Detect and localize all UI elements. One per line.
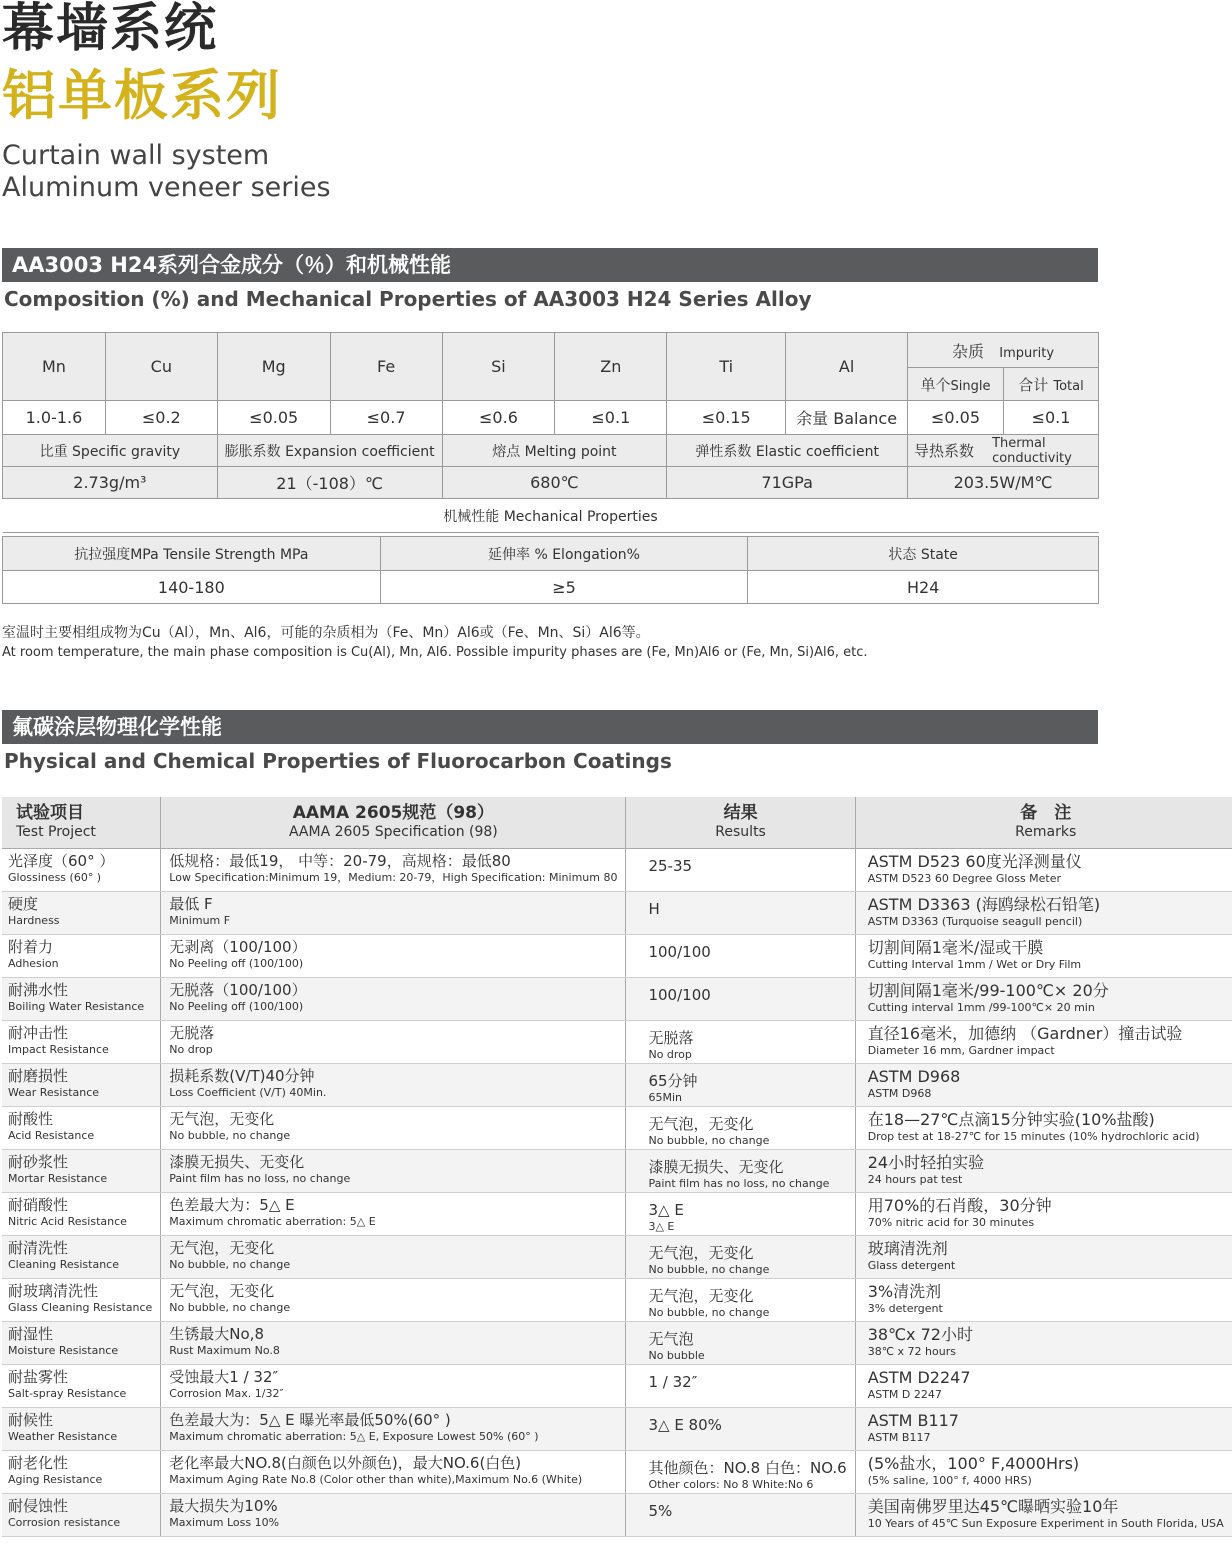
- result-value: [626, 1149, 855, 1192]
- title-english-curtain-wall: Curtain wall system: [2, 140, 270, 171]
- element-header: Zn: [555, 333, 667, 401]
- test-item-cn: 附着力: [8, 937, 54, 956]
- remark-value-cn: ASTM D2247: [867, 1367, 971, 1387]
- test-item-en: Glossiness (60° ): [8, 870, 102, 884]
- coating-header-row: [2, 797, 1232, 848]
- spec-value: [161, 1020, 626, 1063]
- table-row: [2, 1020, 1232, 1063]
- test-item-en: Hardness: [8, 913, 60, 927]
- composition-value: ≤0.2: [105, 401, 217, 435]
- spec-value: [161, 1450, 626, 1493]
- test-item-en: Aging Resistance: [8, 1472, 103, 1486]
- spec-value-cn: 生锈最大No,8: [169, 1324, 264, 1343]
- tensile-strength-label: 抗拉强度MPa Tensile Strength MPa: [3, 537, 381, 571]
- remark-value-en: ASTM D 2247: [867, 1387, 942, 1401]
- spec-value: [161, 1407, 626, 1450]
- expansion-value: 21（-108）℃: [217, 467, 442, 499]
- result-value-cn: 无气泡，无变化: [648, 1243, 754, 1262]
- result-value: [626, 1321, 855, 1364]
- result-value: [626, 934, 855, 977]
- result-value: [626, 1364, 855, 1407]
- result-value: [626, 1063, 855, 1106]
- remark-value-cn: 在18—27℃点滴15分钟实验(10%盐酸): [867, 1109, 1155, 1129]
- remark-value: [855, 1493, 1232, 1536]
- phase-note-en: At room temperature, the main phase composition is Cu(Al), Mn, Al6. Possible impurity phases are (Fe, Mn)Al6 or (Fe, Mn, Si)Al6, etc.: [2, 645, 868, 660]
- composition-table: [2, 332, 1099, 533]
- remark-value-cn: 直径16毫米，加德纳 （Gardner）撞击试验: [867, 1023, 1183, 1043]
- spec-value-cn: 无气泡，无变化: [169, 1109, 275, 1128]
- element-header: Al: [786, 333, 908, 401]
- remark-value: [855, 848, 1232, 891]
- spec-value-cn: 受蚀最大1 / 32″: [169, 1367, 279, 1386]
- test-item-cn: 耐冲击性: [8, 1023, 69, 1042]
- section-subtitle-alloy: Composition (%) and Mechanical Properties of AA3003 H24 Series Alloy: [4, 287, 812, 311]
- table-row: [2, 1493, 1232, 1536]
- result-value-cn: 1 / 32″: [648, 1372, 698, 1391]
- test-item-en: Impact Resistance: [8, 1042, 109, 1056]
- composition-value: ≤0.1: [1003, 401, 1098, 435]
- spec-value: [161, 1493, 626, 1536]
- impurity-total-header: [1003, 368, 1098, 401]
- remark-value-en: Drop test at 18-27℃ for 15 minutes (10% hydrochloric acid): [867, 1129, 1200, 1143]
- remark-value: [855, 1063, 1232, 1106]
- remark-value: [855, 1321, 1232, 1364]
- elongation-value: ≥5: [380, 571, 748, 604]
- remark-value: [855, 1364, 1232, 1407]
- element-header: Ti: [667, 333, 786, 401]
- remark-value: [855, 1020, 1232, 1063]
- test-item-en: Mortar Resistance: [8, 1171, 108, 1185]
- header-test-project: 试验项目 Test Project: [2, 797, 161, 848]
- spec-value: [161, 1192, 626, 1235]
- spec-value-en: No bubble, no change: [169, 1300, 291, 1314]
- result-value-en: No bubble, no change: [648, 1133, 770, 1147]
- test-item-cn: 耐硝酸性: [8, 1195, 69, 1214]
- test-item-cn: 耐磨损性: [8, 1066, 69, 1085]
- remark-value-cn: (5%盐水，100° F,4000Hrs): [867, 1453, 1080, 1473]
- result-value-cn: 其他颜色：NO.8 白色：NO.6: [648, 1458, 847, 1477]
- test-item: [2, 1407, 161, 1450]
- spec-value: [161, 1235, 626, 1278]
- spec-value-cn: 老化率最大NO.8(白颜色以外颜色)，最大NO.6(白色): [169, 1453, 522, 1472]
- remark-value-en: ASTM D3363 (Turquoise seagull pencil): [867, 914, 1083, 928]
- specific-gravity-label: 比重 Specific gravity: [3, 435, 218, 467]
- test-item-en: Adhesion: [8, 956, 59, 970]
- remark-value-cn: 3%清洗剂: [867, 1281, 942, 1301]
- spec-value-cn: 最大损失为10%: [169, 1496, 278, 1515]
- spec-value-en: Paint film has no loss, no change: [169, 1171, 351, 1185]
- mechanical-table: [2, 536, 1099, 604]
- composition-value: ≤0.15: [667, 401, 786, 435]
- table-row: [2, 1149, 1232, 1192]
- test-item-cn: 耐清洗性: [8, 1238, 69, 1257]
- result-value: [626, 1235, 855, 1278]
- test-item-cn: 耐酸性: [8, 1109, 54, 1128]
- remark-value: [855, 1450, 1232, 1493]
- remark-value-cn: 美国南佛罗里达45℃曝晒实验10年: [867, 1496, 1119, 1516]
- spec-value: [161, 1063, 626, 1106]
- test-item-cn: 光泽度（60° ）: [8, 851, 115, 870]
- test-item: [2, 1450, 161, 1493]
- test-item-cn: 耐砂浆性: [8, 1152, 69, 1171]
- result-value-cn: H: [648, 899, 660, 918]
- thermal-en-1: Thermal: [992, 435, 1046, 451]
- remark-value-cn: 切割间隔1毫米/湿或干膜: [867, 937, 1044, 957]
- remark-value-en: Glass detergent: [867, 1258, 956, 1272]
- spec-value-en: Corrosion Max. 1/32″: [169, 1386, 284, 1400]
- remark-value: [855, 1106, 1232, 1149]
- spec-value-en: No bubble, no change: [169, 1257, 291, 1271]
- remark-value-en: ASTM D523 60 Degree Gloss Meter: [867, 871, 1062, 885]
- test-item-en: Wear Resistance: [8, 1085, 100, 1099]
- element-header: Mg: [217, 333, 330, 401]
- result-value-cn: 100/100: [648, 942, 711, 961]
- total-en: Total: [1053, 378, 1084, 394]
- remark-value-en: Diameter 16 mm, Gardner impact: [867, 1043, 1055, 1057]
- remark-value-cn: ASTM D523 60度光泽测量仪: [867, 851, 1082, 871]
- result-value: [626, 1278, 855, 1321]
- remark-value-cn: 38℃x 72小时: [867, 1324, 973, 1344]
- remark-value-en: ASTM B117: [867, 1430, 931, 1444]
- thermal-cn: 导热系数: [914, 442, 975, 460]
- result-value-en: No bubble, no change: [648, 1305, 770, 1319]
- spec-value: [161, 848, 626, 891]
- spec-value: [161, 1278, 626, 1321]
- result-value-en: No bubble, no change: [648, 1262, 770, 1276]
- test-item-cn: 耐侵蚀性: [8, 1496, 69, 1515]
- impurity-single-header: [908, 368, 1004, 401]
- spec-value-cn: 无脱落: [169, 1023, 215, 1042]
- spec-value-en: Maximum Aging Rate No.8 (Color other than white),Maximum No.6 (White): [169, 1472, 583, 1486]
- composition-value: ≤0.7: [330, 401, 442, 435]
- table-row: [2, 1192, 1232, 1235]
- result-value-cn: 无脱落: [648, 1028, 694, 1047]
- test-item-cn: 耐玻璃清洗性: [8, 1281, 99, 1300]
- spec-value: [161, 1321, 626, 1364]
- result-value: [626, 1192, 855, 1235]
- result-value-en: No bubble: [648, 1348, 705, 1362]
- test-item-en: Moisture Resistance: [8, 1343, 119, 1357]
- table-row: [2, 977, 1232, 1020]
- header-remarks: 备 注 Remarks: [855, 797, 1232, 848]
- test-item-cn: 耐盐雾性: [8, 1367, 69, 1386]
- elongation-label: 延伸率 % Elongation%: [380, 537, 748, 571]
- table-row: [2, 848, 1232, 891]
- spec-value-en: No bubble, no change: [169, 1128, 291, 1142]
- table-row: [2, 1407, 1232, 1450]
- remark-value-en: ASTM D968: [867, 1086, 932, 1100]
- element-header: Si: [442, 333, 555, 401]
- remark-value-en: 24 hours pat test: [867, 1172, 963, 1186]
- result-value-cn: 3△ E 80%: [648, 1415, 722, 1434]
- result-value: [626, 848, 855, 891]
- test-item: [2, 934, 161, 977]
- result-value: [626, 891, 855, 934]
- test-item-en: Boiling Water Resistance: [8, 999, 145, 1013]
- composition-value: 1.0-1.6: [3, 401, 106, 435]
- element-header: Cu: [105, 333, 217, 401]
- spec-value: [161, 1364, 626, 1407]
- spec-value-cn: 色差最大为：5△ E 曝光率最低50%(60° ): [169, 1410, 451, 1429]
- melting-label: 熔点 Melting point: [442, 435, 667, 467]
- element-header: Fe: [330, 333, 442, 401]
- section-subtitle-coating: Physical and Chemical Properties of Fluorocarbon Coatings: [4, 749, 672, 773]
- spec-value: [161, 1149, 626, 1192]
- composition-value: 余量 Balance: [786, 401, 908, 435]
- spec-value-cn: 低规格：最低19， 中等：20-79，高规格：最低80: [169, 851, 511, 870]
- section-bar-coating: 氟碳涂层物理化学性能: [2, 710, 1098, 744]
- test-item-cn: 硬度: [8, 894, 39, 913]
- table-row: [2, 1321, 1232, 1364]
- result-value-cn: 3△ E: [648, 1200, 684, 1219]
- tensile-strength-value: 140-180: [3, 571, 381, 604]
- elastic-value: 71GPa: [667, 467, 908, 499]
- title-english-aluminum-veneer: Aluminum veneer series: [2, 172, 331, 203]
- remark-value-en: 3% detergent: [867, 1301, 943, 1315]
- result-value-en: Other colors: No 8 White:No 6: [648, 1477, 814, 1491]
- spec-value-en: Rust Maximum No.8: [169, 1343, 280, 1357]
- state-label: 状态 State: [748, 537, 1099, 571]
- table-row: [2, 934, 1232, 977]
- mechanical-properties-title: 机械性能 Mechanical Properties: [3, 499, 1099, 533]
- result-value-cn: 无气泡，无变化: [648, 1286, 754, 1305]
- title-chinese-curtain-wall: 幕墙系统: [2, 0, 219, 59]
- melting-value: 680℃: [442, 467, 667, 499]
- table-row: [2, 1235, 1232, 1278]
- remark-value-en: 10 Years of 45℃ Sun Exposure Experiment in South Florida, USA: [867, 1516, 1224, 1530]
- result-value-cn: 无气泡: [648, 1329, 694, 1348]
- spec-value-en: Maximum chromatic aberration: 5△ E: [169, 1214, 376, 1228]
- result-value-en: 3△ E: [648, 1219, 675, 1233]
- result-value: [626, 1106, 855, 1149]
- test-item-en: Cleaning Resistance: [8, 1257, 119, 1271]
- spec-value-cn: 无气泡，无变化: [169, 1238, 275, 1257]
- state-value: H24: [748, 571, 1099, 604]
- elastic-label: 弹性系数 Elastic coefficient: [667, 435, 908, 467]
- element-header: Mn: [3, 333, 106, 401]
- test-item-en: Glass Cleaning Resistance: [8, 1300, 153, 1314]
- test-item: [2, 1321, 161, 1364]
- result-value: [626, 1020, 855, 1063]
- result-value-cn: 25-35: [648, 856, 693, 875]
- remark-value-en: Cutting Interval 1mm / Wet or Dry Film: [867, 957, 1082, 971]
- spec-value: [161, 977, 626, 1020]
- test-item: [2, 1149, 161, 1192]
- header-spec: AAMA 2605规范（98） AAMA 2605 Specification (98): [161, 797, 626, 848]
- spec-value-cn: 损耗系数(V/T)40分钟: [169, 1066, 315, 1085]
- remark-value-cn: ASTM B117: [867, 1410, 959, 1430]
- thermal-label: [908, 435, 1099, 467]
- result-value-cn: 65分钟: [648, 1071, 698, 1090]
- test-item: [2, 1364, 161, 1407]
- composition-value: ≤0.05: [217, 401, 330, 435]
- test-item-cn: 耐湿性: [8, 1324, 54, 1343]
- result-value-en: No drop: [648, 1047, 692, 1061]
- table-row: [2, 1278, 1232, 1321]
- remark-value-cn: 切割间隔1毫米/99-100℃× 20分: [867, 980, 1109, 1000]
- test-item-en: Corrosion resistance: [8, 1515, 121, 1529]
- result-value-en: 65Min: [648, 1090, 682, 1104]
- thermal-value: 203.5W/M℃: [908, 467, 1099, 499]
- remark-value-en: (5% saline, 100° f, 4000 HRS): [867, 1473, 1032, 1487]
- test-item: [2, 1278, 161, 1321]
- total-cn: 合计: [1018, 375, 1049, 394]
- spec-value-en: Loss Coefficient (V/T) 40Min.: [169, 1085, 327, 1099]
- result-value: [626, 1450, 855, 1493]
- test-item-cn: 耐候性: [8, 1410, 54, 1429]
- spec-value-cn: 无气泡，无变化: [169, 1281, 275, 1300]
- table-row: [2, 1063, 1232, 1106]
- remark-value-cn: 用70%的石肖酸，30分钟: [867, 1195, 1052, 1215]
- spec-value: [161, 1106, 626, 1149]
- spec-value-en: No drop: [169, 1042, 213, 1056]
- test-item-en: Nitric Acid Resistance: [8, 1214, 127, 1228]
- header-results: 结果 Results: [626, 797, 855, 848]
- single-en: Single: [950, 378, 991, 394]
- impurity-header: [908, 333, 1099, 368]
- table-row: [2, 1106, 1232, 1149]
- remark-value: [855, 1149, 1232, 1192]
- spec-value-en: Low Specification:Minimum 19，Medium: 20-79，High Specification: Minimum 80: [169, 870, 618, 884]
- spec-value-en: No Peeling off (100/100): [169, 999, 304, 1013]
- impurity-en: Impurity: [999, 345, 1055, 361]
- spec-value-cn: 无脱落（100/100）: [169, 980, 307, 999]
- spec-value-en: Maximum Loss 10%: [169, 1515, 280, 1529]
- remark-value-en: 38℃ x 72 hours: [867, 1344, 956, 1358]
- test-item-en: Acid Resistance: [8, 1128, 95, 1142]
- remark-value-cn: ASTM D968: [867, 1066, 961, 1086]
- spec-value-en: No Peeling off (100/100): [169, 956, 304, 970]
- remark-value-en: Cutting interval 1mm /99-100℃× 20 min: [867, 1000, 1095, 1014]
- coating-properties-table: [2, 797, 1232, 1537]
- section-bar-alloy: AA3003 H24系列合金成分（％）和机械性能: [2, 248, 1098, 282]
- test-item: [2, 891, 161, 934]
- test-item: [2, 1192, 161, 1235]
- thermal-en-2: conductivity: [992, 450, 1072, 466]
- single-cn: 单个: [920, 375, 951, 394]
- spec-value-cn: 最低 F: [169, 894, 213, 913]
- test-item: [2, 1493, 161, 1536]
- test-item-en: Salt-spray Resistance: [8, 1386, 127, 1400]
- table-row: [2, 891, 1232, 934]
- result-value: [626, 1493, 855, 1536]
- remark-value: [855, 934, 1232, 977]
- remark-value-en: 70% nitric acid for 30 minutes: [867, 1215, 1035, 1229]
- result-value-cn: 5%: [648, 1501, 673, 1520]
- result-value: [626, 1407, 855, 1450]
- spec-value-cn: 色差最大为：5△ E: [169, 1195, 295, 1214]
- test-item: [2, 848, 161, 891]
- test-item-en: Weather Resistance: [8, 1429, 118, 1443]
- remark-value: [855, 891, 1232, 934]
- remark-value: [855, 977, 1232, 1020]
- test-item: [2, 1063, 161, 1106]
- spec-value: [161, 934, 626, 977]
- result-value: [626, 977, 855, 1020]
- spec-value-en: Minimum F: [169, 913, 231, 927]
- test-item: [2, 977, 161, 1020]
- result-value-cn: 漆膜无损失、无变化: [648, 1157, 784, 1176]
- impurity-cn: 杂质: [952, 341, 985, 361]
- remark-value: [855, 1278, 1232, 1321]
- result-value-cn: 100/100: [648, 985, 711, 1004]
- specific-gravity-value: 2.73g/m³: [3, 467, 218, 499]
- remark-value-cn: ASTM D3363 (海鸥绿松石铅笔): [867, 894, 1101, 914]
- test-item: [2, 1235, 161, 1278]
- spec-value-cn: 无剥离（100/100）: [169, 937, 307, 956]
- composition-value: ≤0.6: [442, 401, 555, 435]
- composition-value: ≤0.05: [908, 401, 1004, 435]
- composition-value: ≤0.1: [555, 401, 667, 435]
- test-item-cn: 耐老化性: [8, 1453, 69, 1472]
- spec-value-cn: 漆膜无损失、无变化: [169, 1152, 305, 1171]
- expansion-label: 膨胀系数 Expansion coefficient: [217, 435, 442, 467]
- remark-value: [855, 1192, 1232, 1235]
- title-chinese-aluminum-veneer: 铝单板系列: [2, 63, 282, 127]
- remark-value-cn: 24小时轻拍实验: [867, 1152, 985, 1172]
- table-row: [2, 1450, 1232, 1493]
- remark-value: [855, 1407, 1232, 1450]
- test-item-cn: 耐沸水性: [8, 980, 69, 999]
- test-item: [2, 1020, 161, 1063]
- remark-value-cn: 玻璃清洗剂: [867, 1238, 948, 1258]
- phase-note-cn: 室温时主要相组成物为Cu（Al），Mn、Al6，可能的杂质相为（Fe、Mn）Al6或（Fe、Mn、Si）Al6等。: [2, 625, 650, 641]
- result-value-en: Paint film has no loss, no change: [648, 1176, 830, 1190]
- table-row: [2, 1364, 1232, 1407]
- test-item: [2, 1106, 161, 1149]
- spec-value: [161, 891, 626, 934]
- spec-value-en: Maximum chromatic aberration: 5△ E, Exposure Lowest 50% (60° ): [169, 1429, 539, 1443]
- remark-value: [855, 1235, 1232, 1278]
- result-value-cn: 无气泡，无变化: [648, 1114, 754, 1133]
